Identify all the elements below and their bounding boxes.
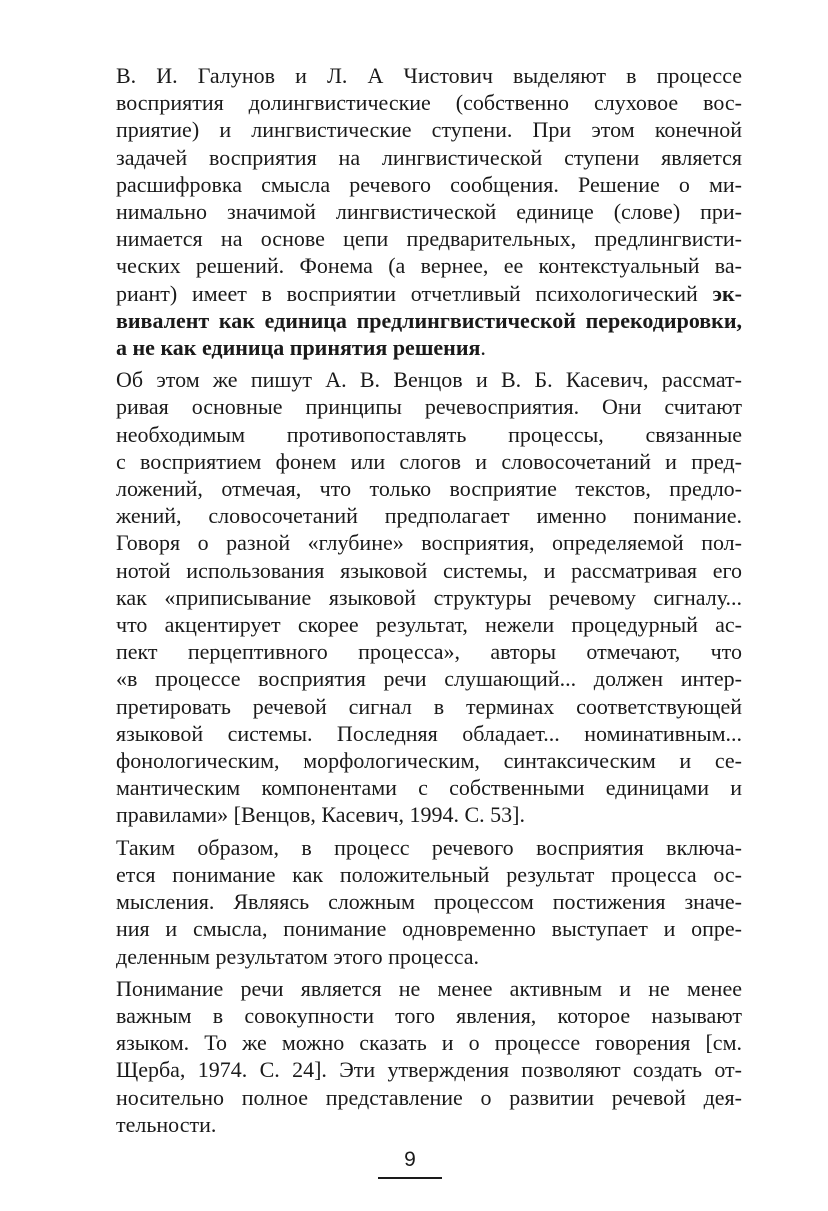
text-line: В. И. Галунов и Л. А Чистович выделяют в процессе (116, 63, 742, 88)
text-line: Говоря о разной «глубине» восприятия, определяемой пол- (116, 530, 742, 556)
text-line: задачей восприятия на лингвистической ступени является (116, 144, 742, 170)
text-line: тельности. (116, 1111, 217, 1137)
text-line (78, 334, 742, 361)
text-line: фонологическим, морфологическим, синтаксическим и се- (116, 748, 742, 774)
text-line (78, 280, 742, 307)
paragraph-1 (78, 62, 742, 361)
bold-text: вивалент как единица предлингвистической перекодировки, (116, 307, 742, 333)
text-line: восприятия долингвистические (собственно слуховое вос- (116, 90, 742, 116)
text-line: деленным результатом этого процесса. (116, 943, 479, 969)
text-line: как «приписывание языковой структуры речевому сигналу... (116, 584, 742, 610)
text-run: риант) имеет в восприятии отчетливый психологический (116, 280, 713, 306)
paragraph-2 (78, 366, 742, 828)
text-line: нимается на основе цепи предварительных, предлингвисти- (116, 226, 742, 252)
text-line: с восприятием фонем или слогов и словосочетаний и пред- (116, 448, 742, 474)
text-line: языком. То же можно сказать и о процессе говорения [см. (116, 1030, 742, 1056)
text-line: расшифровка смысла речевого сообщения. Решение о ми- (116, 171, 742, 197)
text-line: пект перцептивного процесса», авторы отмечают, что (116, 639, 742, 665)
text-line: претировать речевой сигнал в терминах соответствующей (116, 693, 742, 719)
text-line (78, 307, 742, 334)
text-line: ложений, отмечая, что только восприятие текстов, предло- (116, 476, 742, 502)
text-line: ривая основные принципы речевосприятия. Они считают (116, 394, 742, 420)
text-line: Об этом же пишут А. В. Венцов и В. Б. Касевич, рассмат- (116, 367, 742, 393)
text-line: что акцентирует скорее результат, нежели процедурный ас- (116, 612, 742, 638)
text-line: «в процессе восприятия речи слушающий... должен интер- (116, 666, 742, 692)
text-line: важным в совокупности того явления, которое называют (116, 1002, 742, 1028)
text-line: Понимание речи является не менее активным и не менее (116, 975, 742, 1001)
paragraph-3 (78, 834, 742, 970)
text-line: правилами» [Венцов, Касевич, 1994. С. 53]. (116, 802, 526, 828)
text-line: ния и смысла, понимание одновременно выступает и опре- (116, 916, 742, 942)
page-number-rule (378, 1177, 442, 1179)
text-line: приятие) и лингвистические ступени. При этом конечной (116, 117, 742, 143)
text-line: языковой системы. Последняя обладает... номинативным... (116, 720, 742, 746)
text-line: носительно полное представление о развитии речевой дея- (116, 1084, 742, 1110)
paragraph-4 (78, 975, 742, 1138)
text-line: ческих решений. Фонема (а вернее, ее контекстуальный ва- (116, 253, 742, 279)
text-line: необходимым противопоставлять процессы, связанные (116, 421, 742, 447)
text-line: нимально значимой лингвистической единице (слове) при- (116, 199, 742, 225)
text-line: мантическим компонентами с собственными единицами и (116, 775, 742, 801)
bold-text: эк- (712, 280, 742, 306)
page-body (78, 62, 742, 1138)
text-run: . (480, 335, 486, 361)
text-line: нотой использования языковой системы, и рассматривая его (116, 557, 742, 583)
text-line: жений, словосочетаний предполагает именно понимание. (116, 503, 742, 529)
text-line: Таким образом, в процесс речевого восприятия включа- (116, 834, 742, 860)
text-line: мысления. Являясь сложным процессом постижения значе- (116, 889, 742, 915)
bold-text: а не как единица принятия решения (116, 335, 481, 361)
text-line: Щерба, 1974. С. 24]. Эти утверждения позволяют создать от- (116, 1057, 742, 1083)
page-number: 9 (404, 1148, 416, 1171)
text-line: ется понимание как положительный результат процесса ос- (116, 861, 742, 887)
